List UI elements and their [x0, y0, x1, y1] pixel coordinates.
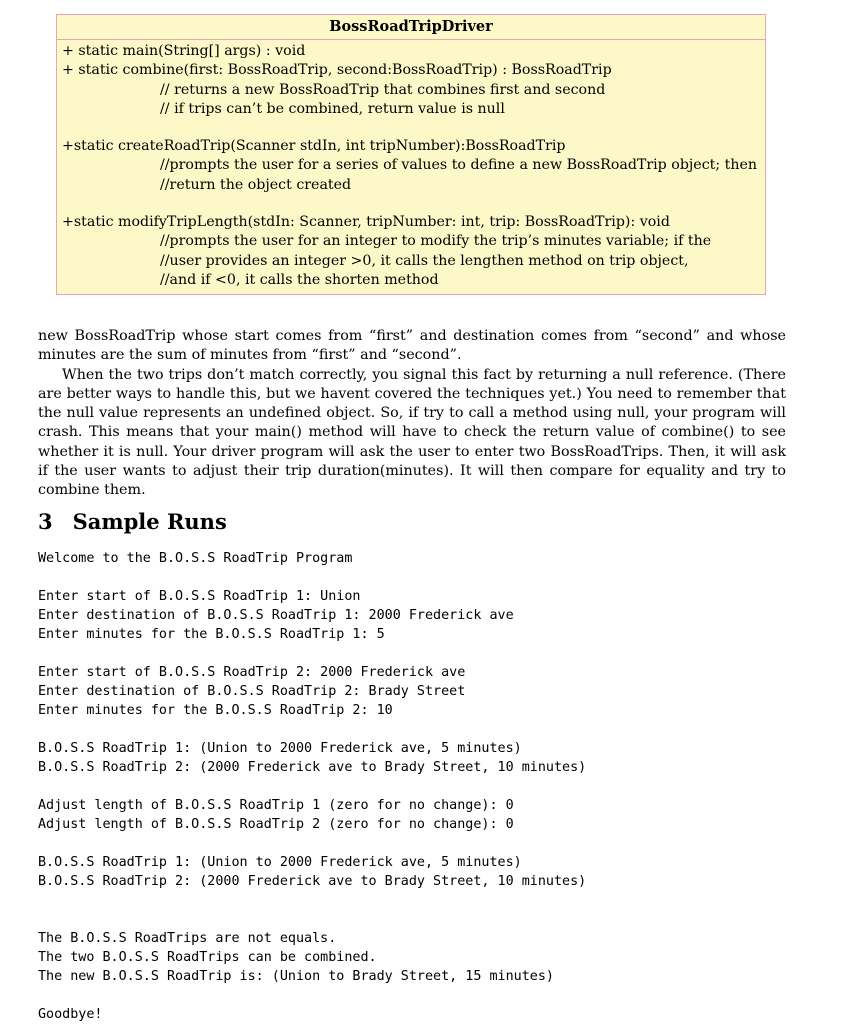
prose-paragraph: new BossRoadTrip whose start comes from “first” and destination comes from “second” and whose minutes are the sum of minutes from “first” and “second”. [38, 328, 786, 364]
uml-comment-line: //and if <0, it calls the shorten method [160, 271, 439, 288]
uml-comment-line: // returns a new BossRoadTrip that combines first and second [160, 81, 606, 98]
console-line: Enter minutes for the B.O.S.S RoadTrip 1: 5 [38, 627, 385, 642]
section-heading [38, 507, 227, 537]
console-line: The two B.O.S.S RoadTrips can be combined. [38, 950, 377, 965]
uml-method-signature: +static createRoadTrip(Scanner stdIn, int tripNumber):BossRoadTrip [62, 138, 566, 155]
uml-spacer [62, 195, 765, 213]
console-line: The new B.O.S.S RoadTrip is: (Union to Brady Street, 15 minutes) [38, 969, 554, 984]
uml-method-signature: +static modifyTripLength(stdIn: Scanner, tripNumber: int, trip: BossRoadTrip): void [62, 214, 670, 231]
prose-paragraph: When the two trips don’t match correctly, you signal this fact by returning a null reference. (There are better ways to handle this, but we havent covered the techniques yet.) You need to remember that the null value represents an undefined object. So, if try to call a method using null, your program will crash. This means that your main() method will have to check the return value of combine() to see whether it is null. Your driver program will ask the user to enter two BossRoadTrips. Then, it will ask if the user wants to adjust their trip duration(minutes). It will then compare for equality and try to combine them. [38, 366, 786, 499]
uml-class-name: BossRoadTripDriver [57, 15, 765, 40]
uml-comment-line: // if trips can’t be combined, return value is null [160, 100, 505, 117]
console-line [38, 910, 586, 929]
uml-members [57, 40, 765, 290]
console-line [38, 986, 586, 1005]
console-line [38, 644, 586, 663]
console-line: B.O.S.S RoadTrip 1: (Union to 2000 Frederick ave, 5 minutes) [38, 741, 522, 756]
uml-method-signature: + static combine(first: BossRoadTrip, second:BossRoadTrip) : BossRoadTrip [62, 62, 612, 79]
console-line: Enter minutes for the B.O.S.S RoadTrip 2: 10 [38, 703, 393, 718]
console-line [38, 777, 586, 796]
console-line: Adjust length of B.O.S.S RoadTrip 2 (zero for no change): 0 [38, 817, 514, 832]
console-line [38, 834, 586, 853]
console-line: B.O.S.S RoadTrip 2: (2000 Frederick ave to Brady Street, 10 minutes) [38, 874, 587, 889]
console-line: B.O.S.S RoadTrip 2: (2000 Frederick ave to Brady Street, 10 minutes) [38, 760, 587, 775]
console-line: Adjust length of B.O.S.S RoadTrip 1 (zero for no change): 0 [38, 798, 514, 813]
prose-section [38, 327, 786, 501]
section-title: Sample Runs [72, 509, 227, 534]
console-line: Welcome to the B.O.S.S RoadTrip Program [38, 551, 353, 566]
console-line: Enter destination of B.O.S.S RoadTrip 1: 2000 Frederick ave [38, 608, 514, 623]
uml-comment-line: //prompts the user for an integer to modify the trip’s minutes variable; if the [160, 233, 712, 250]
console-line: The B.O.S.S RoadTrips are not equals. [38, 931, 337, 946]
console-line [38, 891, 586, 910]
uml-comment-line: //prompts the user for a series of values to define a new BossRoadTrip object; then [160, 157, 758, 174]
console-line: Enter start of B.O.S.S RoadTrip 1: Union [38, 589, 361, 604]
console-line: Goodbye! [38, 1007, 103, 1022]
console-line: Enter start of B.O.S.S RoadTrip 2: 2000 Frederick ave [38, 665, 466, 680]
sample-run-output [38, 549, 586, 1024]
console-line [38, 720, 586, 739]
uml-comment-line: //return the object created [160, 176, 352, 193]
console-line: Enter destination of B.O.S.S RoadTrip 2: Brady Street [38, 684, 466, 699]
uml-spacer [62, 119, 765, 137]
console-line: B.O.S.S RoadTrip 1: (Union to 2000 Frederick ave, 5 minutes) [38, 855, 522, 870]
uml-method-signature: + static main(String[] args) : void [62, 43, 306, 59]
console-line [38, 568, 586, 587]
uml-comment-line: //user provides an integer >0, it calls the lengthen method on trip object, [160, 252, 689, 269]
uml-class-box [56, 14, 766, 295]
section-number: 3 [38, 509, 53, 534]
